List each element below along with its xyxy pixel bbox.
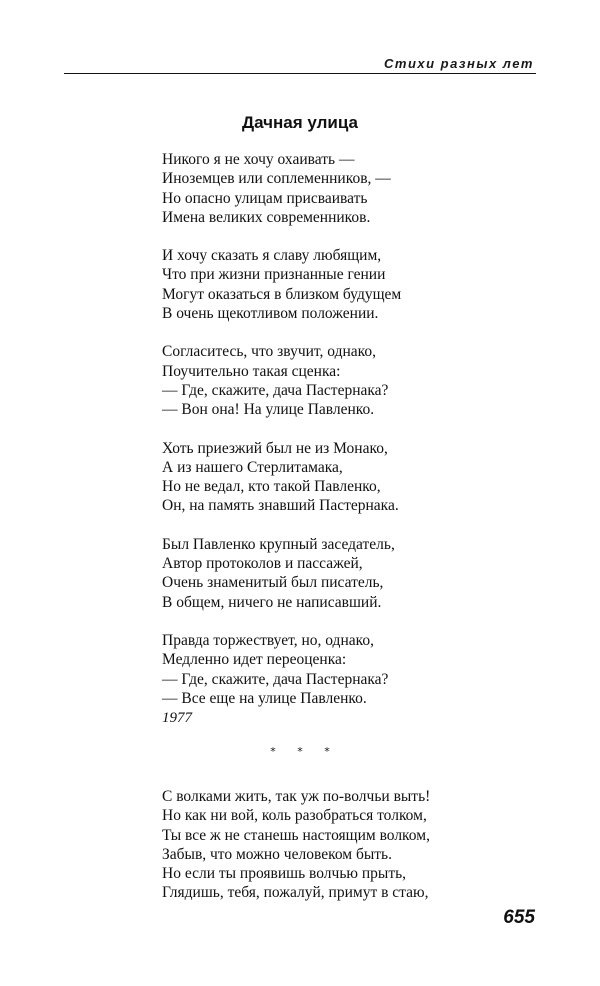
- verse-line: Могут оказаться в близком будущем: [162, 285, 402, 303]
- verse-line: Но если ты проявишь волчью прыть,: [162, 865, 407, 883]
- verse-line: Глядишь, тебя, пожалуй, примут в стаю,: [162, 884, 429, 902]
- verse-line: Забыв, что можно человеком быть.: [162, 845, 392, 863]
- section-separator: * * *: [270, 745, 339, 758]
- verse-line: А из нашего Стерлитамака,: [162, 458, 343, 476]
- verse-line: С волками жить, так уж по-волчьи выть!: [162, 788, 431, 805]
- verse-line: Очень знаменитый был писатель,: [162, 574, 384, 592]
- poem-date: 1977: [162, 710, 192, 726]
- poem-title: Дачная улица: [242, 113, 358, 132]
- verse-line: Имена великих современников.: [162, 208, 371, 226]
- verse-line: Поучительно такая сценка:: [162, 362, 341, 380]
- verse-line: — Все еще на улице Павленко.: [162, 689, 367, 707]
- verse-line: — Где, скажите, дача Пастернака?: [162, 381, 389, 399]
- header-rule: [64, 73, 536, 74]
- stanza-6: [162, 631, 401, 708]
- verse-line: Автор протоколов и пассажей,: [162, 555, 363, 573]
- stanza-1: [162, 150, 401, 227]
- verse-line: Иноземцев или соплеменников, —: [162, 170, 391, 188]
- stanza-3: [162, 342, 401, 419]
- verse-line: Что при жизни признанные гении: [162, 266, 386, 284]
- stanza-4: [162, 439, 401, 516]
- stanza-2: [162, 246, 401, 323]
- verse-line: Согласитесь, что звучит, однако,: [162, 343, 377, 361]
- poem-untitled: [162, 787, 430, 922]
- verse-line: Медленно идет переоценка:: [162, 651, 347, 669]
- poem-dachnaya-ulitsa: [162, 150, 401, 727]
- verse-line: Был Павленко крупный заседатель,: [162, 535, 395, 553]
- verse-line: Правда торжествует, но, однако,: [162, 631, 374, 649]
- running-header: Стихи разных лет: [384, 56, 534, 71]
- stanza-5: [162, 535, 401, 612]
- verse-line: И хочу сказать я славу любящим,: [162, 247, 382, 265]
- verse-line: Хоть приезжий был не из Монако,: [162, 439, 388, 457]
- stanza-1: [162, 787, 430, 903]
- verse-line: — Где, скажите, дача Пастернака?: [162, 670, 389, 688]
- verse-line: Ты все ж не станешь настоящим волком,: [162, 826, 430, 844]
- verse-line: Но как ни вой, коль разобраться толком,: [162, 807, 427, 825]
- verse-line: В очень щекотливом положении.: [162, 305, 379, 323]
- verse-line: Но опасно улицам присваивать: [162, 189, 368, 207]
- verse-line: В общем, ничего не написавший.: [162, 593, 382, 611]
- verse-line: Но не ведал, кто такой Павленко,: [162, 478, 381, 496]
- verse-line: — Вон она! На улице Павленко.: [162, 401, 375, 419]
- page-number: 655: [503, 907, 535, 928]
- verse-line: Никого я не хочу охаивать —: [162, 151, 355, 168]
- verse-line: Он, на память знавший Пастернака.: [162, 497, 399, 515]
